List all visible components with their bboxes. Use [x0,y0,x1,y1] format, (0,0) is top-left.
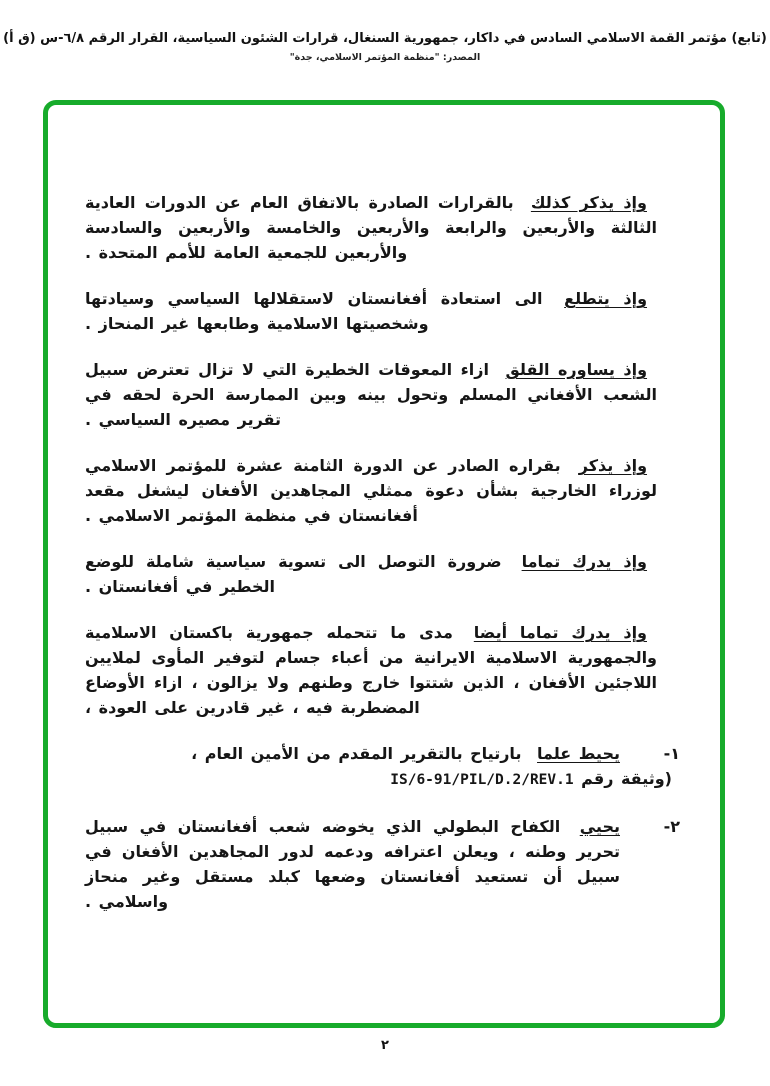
paragraph [85,549,657,599]
header-title: (تابع) مؤتمر القمة الاسلامي السادس في داكار، جمهورية السنغال، قرارات الشئون السياسية، القرار الرقم ٦/٨-س (ق أ) [3,31,767,46]
paragraph-lead: وإذ يدرك تماما أيضا [473,623,647,642]
paragraph [85,190,657,265]
page-number: ٢ [381,1038,389,1053]
item-number: ٢- [663,817,680,836]
document-body [85,190,680,935]
document-reference [85,766,672,793]
paragraph-lead: وإذ يساوره القلق [505,360,648,379]
item-number: ١- [663,744,680,763]
paragraph-lead: وإذ يدرك تماما [521,552,648,571]
paragraph-lead: وإذ يتطلع [564,289,648,308]
list-item [85,741,680,793]
reference-code: IS/6-91/PIL/D.2/REV.1 [390,772,574,788]
item-lead: يحيط علما [537,744,620,763]
paragraph [85,620,657,720]
paragraph-text: الى استعادة أفغانستان لاستقلالها السياسي وسيادتها وشخصيتها الاسلامية وطابعها غير المنحاز . [85,289,543,333]
paragraph-text: ضرورة التوصل الى تسوية سياسية شاملة للوضع الخطير في أفغانستان . [85,552,502,596]
item-lead: يحيي [579,817,620,836]
item-text: بارتياح بالتقرير المقدم من الأمين العام ، [191,744,522,763]
paragraph [85,286,657,336]
item-paragraph [85,814,620,914]
paragraph [85,357,657,432]
paragraph-lead: وإذ يذكر [578,456,648,475]
paragraph-text: بالقرارات الصادرة بالاتفاق العام عن الدورات العادية الثالثة والأربعين والرابعة والأربعين والخامسة والأربعين والسادسة والأربعين للجمعية العامة للأمم المتحدة . [85,193,657,262]
item-paragraph [85,741,620,766]
item-text: الكفاح البطولي الذي يخوضه شعب أفغانستان في سبيل تحرير وطنه ، ويعلن اعترافه ودعمه لدور المجاهدين الأفغان في سبيل أن تستعيد أفغانستان وضعها كبلد مستقل وغير منحاز واسلامي . [85,817,620,911]
paragraph-text: ازاء المعوقات الخطيرة التي لا تزال تعترض سبيل الشعب الأفغاني المسلم وتحول بينه وبين الممارسة الحرة لحقه في تقرير مصيره السياسي . [85,360,657,429]
paragraph-text: بقراره الصادر عن الدورة الثامنة عشرة للمؤتمر الاسلامي لوزراء الخارجية بشأن دعوة ممثلي المجاهدين الأفغان ليشغل مقعد أفغانستان في منظمة المؤتمر الاسلامي . [85,456,657,525]
paragraph [85,453,657,528]
paragraph-lead: وإذ يذكر كذلك [530,193,647,212]
list-item [85,814,680,914]
header [0,31,770,63]
reference-label: (وثيقة رقم [581,769,672,788]
header-source: المصدر: "منظمة المؤتمر الاسلامي، جدة" [289,52,481,63]
paragraph-text: مدى ما تتحمله جمهورية باكستان الاسلامية والجمهورية الاسلامية الايرانية من أعباء جسام لتوفير المأوى لملايين اللاجئين الأفغان ، الذين شتتوا خارج وطنهم ولا يزالون ، ازاء الأوضاع المضطربة فيه ، غير قادرين على العودة ، [85,623,657,717]
